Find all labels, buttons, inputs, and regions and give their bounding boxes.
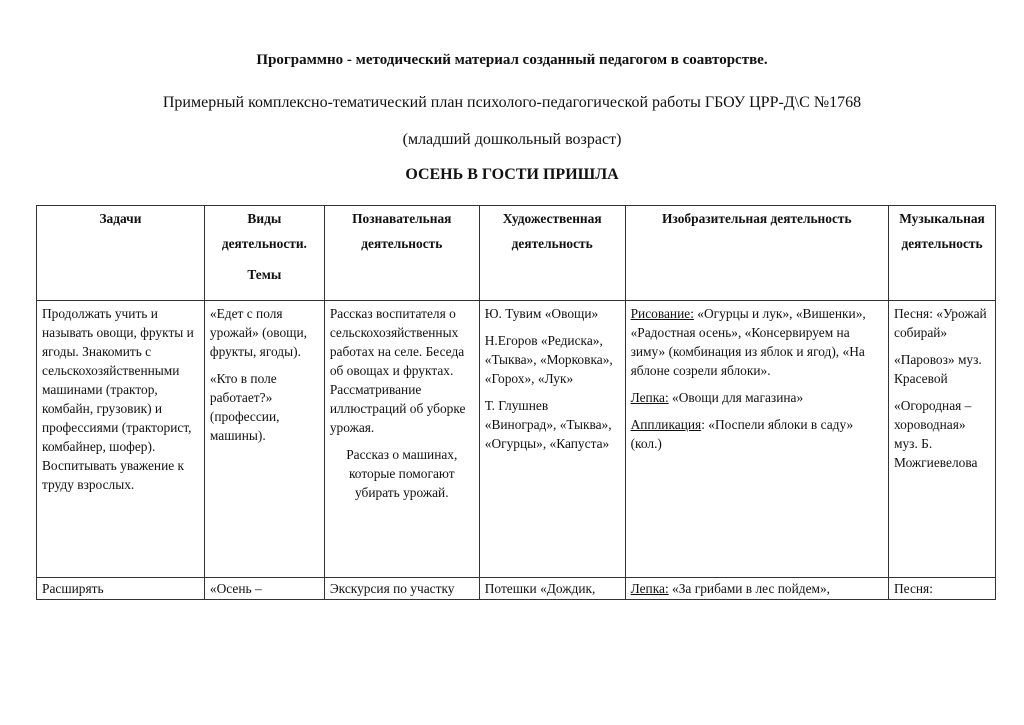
cognitive-1: Рассказ воспитателя о сельскохозяйственных работах на селе. Беседа об овощах и фруктах. Рассматривание иллюстраций об уборке урожая. xyxy=(329,306,466,435)
header-music xyxy=(889,206,996,301)
topic-1: «Едет с поля урожай» (овощи, фрукты, ягоды). xyxy=(209,306,307,359)
plan-table xyxy=(36,205,996,600)
art-3: Т. Глушнев «Виноград», «Тыква», «Огурцы», «Капуста» xyxy=(484,398,612,451)
document-title: Программно - методический материал созданный педагогом в соавторстве. xyxy=(256,52,768,68)
modeling-text: «За грибами в лес пойдем», xyxy=(668,581,831,596)
tasks-text: Продолжать учить и называть овощи, фрукты и ягоды. Знакомить с сельскохозяйственными машинами (трактор, комбайн, грузовик) и профессиями (тракторист, комбайнер, шофер). Воспитывать уважение к труду взрослых. xyxy=(42,306,194,492)
visual-drawing xyxy=(631,304,883,380)
music-3: «Огородная – хороводная» муз. Б. Можгиевелова xyxy=(894,398,978,470)
visual-applique xyxy=(631,415,883,453)
table-row xyxy=(37,301,996,578)
document-subtitle: Примерный комплексно-тематический план психолого-педагогической работы ГБОУ ЦРР-Д\С №1768 xyxy=(162,94,862,111)
age-group: (младший дошкольный возраст) xyxy=(402,131,622,148)
header-cognitive-line2: деятельность xyxy=(361,236,443,251)
table-row xyxy=(37,578,996,600)
cell-types xyxy=(204,301,324,578)
header-art xyxy=(479,206,625,301)
cell-art xyxy=(479,301,625,578)
cell-tasks: Расширять xyxy=(37,578,205,600)
header-types-line2: деятельности. xyxy=(221,236,307,251)
cell-cognitive: Экскурсия по участку xyxy=(324,578,479,600)
modeling-label: Лепка: xyxy=(630,581,669,596)
applique-text: : «Поспели яблоки в саду» (кол.) xyxy=(630,417,854,451)
cell-art: Потешки «Дождик, xyxy=(479,578,625,600)
header-types-line1: Виды xyxy=(247,211,282,226)
header-music-line2: деятельность xyxy=(901,236,983,251)
cognitive-2: Рассказ о машинах, которые помогают убирать урожай. xyxy=(346,447,458,500)
cell-types: «Осень – xyxy=(204,578,324,600)
music-2: «Паровоз» муз. Красевой xyxy=(894,352,982,386)
cell-music: Песня: xyxy=(889,578,996,600)
header-cognitive xyxy=(324,206,479,301)
header-visual-label: Изобразительная деятельность xyxy=(662,211,852,226)
music-1: Песня: «Урожай собирай» xyxy=(894,306,987,340)
header-visual xyxy=(625,206,888,301)
cell-cognitive xyxy=(324,301,479,578)
topic-2: «Кто в поле работает?» (профессии, машины). xyxy=(209,371,280,443)
visual-modeling xyxy=(631,388,883,407)
modeling-label: Лепка: xyxy=(630,390,669,405)
art-2: Н.Егоров «Редиска», «Тыква», «Морковка», «Горох», «Лук» xyxy=(484,333,613,386)
header-types xyxy=(204,206,324,301)
header-cognitive-line1: Познавательная xyxy=(352,211,452,226)
header-music-line1: Музыкальная xyxy=(899,211,985,226)
header-art-line1: Художественная xyxy=(502,211,602,226)
table-header-row xyxy=(37,206,996,301)
art-1: Ю. Тувим «Овощи» xyxy=(484,306,599,321)
header-art-line2: деятельность xyxy=(511,236,593,251)
drawing-text: «Огурцы и лук», «Вишенки», «Радостная осень», «Консервируем на зиму» (комбинация из яблок и ягод), «На яблоне созрели яблоки». xyxy=(630,306,866,378)
cell-visual xyxy=(625,578,888,600)
applique-label: Аппликация xyxy=(630,417,702,432)
theme-title: ОСЕНЬ В ГОСТИ ПРИШЛА xyxy=(405,166,619,183)
drawing-label: Рисование: xyxy=(630,306,694,321)
cell-music xyxy=(889,301,996,578)
modeling-text: «Овощи для магазина» xyxy=(668,390,804,405)
cell-visual xyxy=(625,301,888,578)
header-tasks-label: Задачи xyxy=(99,211,142,226)
header-tasks xyxy=(37,206,205,301)
cell-tasks xyxy=(37,301,205,578)
header-types-line3: Темы xyxy=(247,267,282,282)
